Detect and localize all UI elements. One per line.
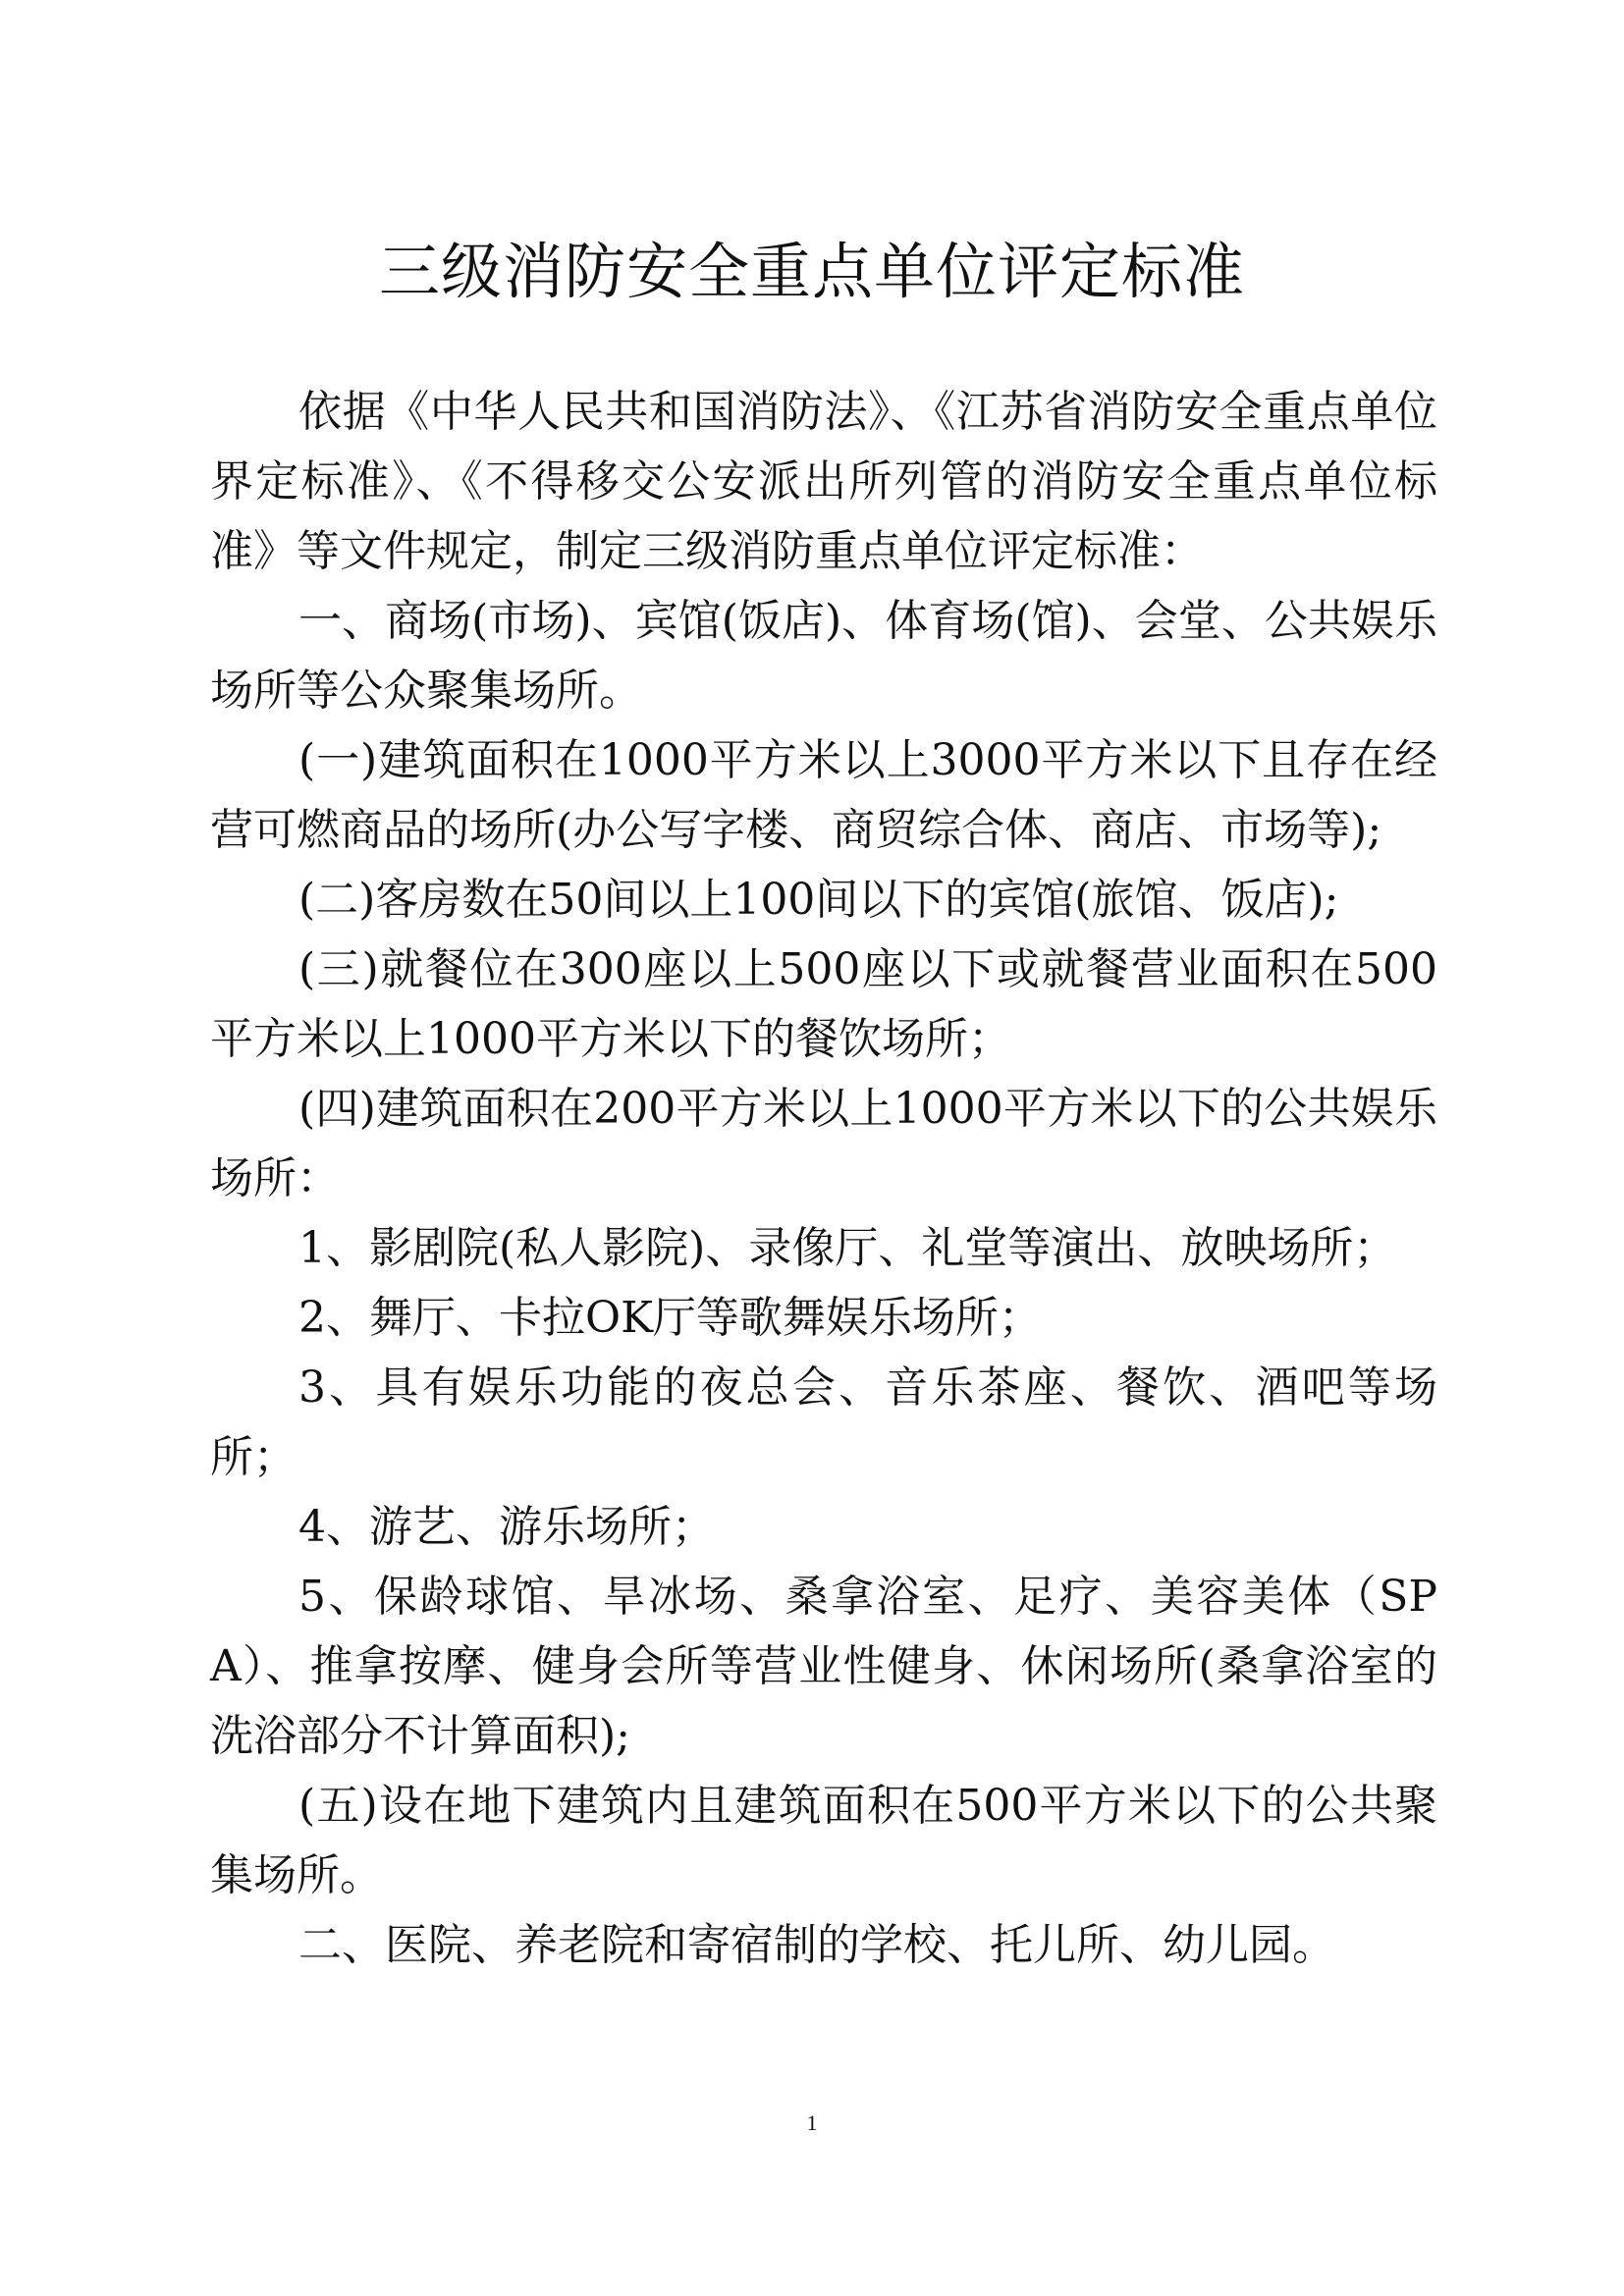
paragraph-subitem-5: 5、保龄球馆、旱冰场、桑拿浴室、足疗、美容美体（SPA）、推拿按摩、健身会所等营业性健身、休闲场所(桑拿浴室的洗浴部分不计算面积);	[210, 1572, 1437, 1761]
paragraph-item-1: (一)建筑面积在1000平方米以上3000平方米以下且存在经营可燃商品的场所(办公写字楼、商贸综合体、商店、市场等);	[210, 735, 1437, 855]
paragraph-item-3: (三)就餐位在300座以上500座以下或就餐营业面积在500平方米以上1000平方米以下的餐饮场所；	[210, 944, 1437, 1064]
paragraph-item-4: (四)建筑面积在200平方米以上1000平方米以下的公共娱乐场所：	[210, 1084, 1437, 1203]
paragraph-subitem-3: 3、具有娱乐功能的夜总会、音乐茶座、餐饮、酒吧等场所；	[210, 1362, 1437, 1482]
document-title: 三级消防安全重点单位评定标准	[378, 236, 1245, 307]
paragraph-subitem-2: 2、舞厅、卡拉OK厅等歌舞娱乐场所；	[298, 1293, 1042, 1343]
paragraph-basis: 依据《中华人民共和国消防法》、《江苏省消防安全重点单位界定标准》、《不得移交公安派出所列管的消防安全重点单位标准》等文件规定，制定三级消防重点单位评定标准：	[210, 387, 1437, 576]
document-body	[210, 377, 1437, 1980]
paragraph-item-2: (二)客房数在50间以上100间以下的宾馆(旅馆、饭店);	[298, 875, 1339, 925]
paragraph-subitem-1: 1、影剧院(私人影院)、录像厅、礼堂等演出、放映场所；	[298, 1223, 1397, 1273]
paragraph-section-2: 二、医院、养老院和寄宿制的学校、托儿所、幼儿园。	[298, 1920, 1335, 1970]
paragraph-subitem-4: 4、游艺、游乐场所；	[298, 1502, 715, 1552]
paragraph-section-1: 一、商场(市场)、宾馆(饭店)、体育场(馆)、会堂、公共娱乐场所等公众聚集场所。	[210, 596, 1437, 716]
paragraph-item-5: (五)设在地下建筑内且建筑面积在500平方米以下的公共聚集场所。	[210, 1781, 1437, 1900]
page-number: 1	[806, 2110, 818, 2135]
